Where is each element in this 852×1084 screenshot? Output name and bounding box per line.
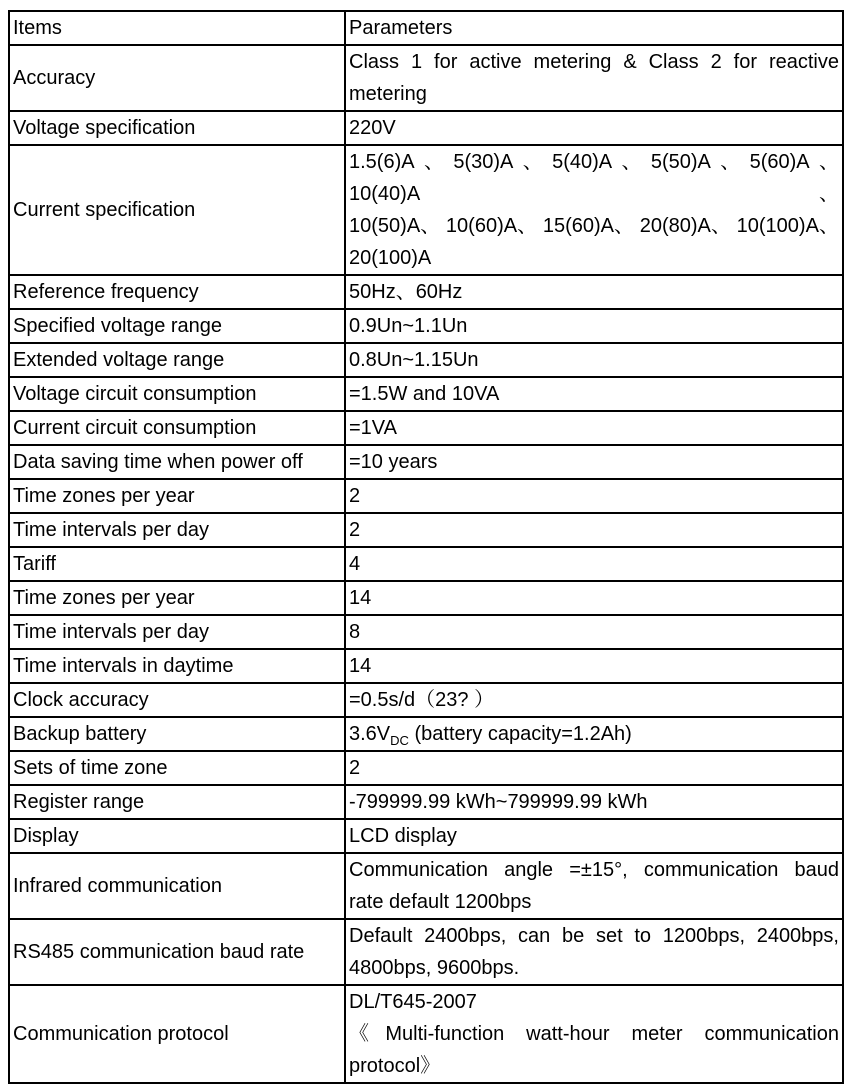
param-cell: 4 [345, 547, 843, 581]
table-row [9, 343, 843, 377]
param-cell: =1VA [345, 411, 843, 445]
param-cell: 50Hz、60Hz [345, 275, 843, 309]
item-cell: Communication protocol [9, 985, 345, 1083]
param-cell: 220V [345, 111, 843, 145]
param-cell: 2 [345, 751, 843, 785]
table-row [9, 411, 843, 445]
table-row [9, 649, 843, 683]
param-cell: 2 [345, 479, 843, 513]
item-cell: Voltage specification [9, 111, 345, 145]
table-row [9, 615, 843, 649]
table-row [9, 377, 843, 411]
table-row [9, 45, 843, 111]
table-header-row [9, 11, 843, 45]
param-line: 10(50)A、 10(60)A、 15(60)A、 20(80)A、 10(100)A、 [349, 215, 839, 237]
item-cell: Time intervals in daytime [9, 649, 345, 683]
param-cell: =0.5s/d（23? ） [345, 683, 843, 717]
param-cell [345, 919, 843, 985]
item-cell: Time zones per year [9, 581, 345, 615]
param-cell [345, 145, 843, 275]
spec-table-container [8, 10, 844, 1084]
item-cell: Sets of time zone [9, 751, 345, 785]
item-cell: Voltage circuit consumption [9, 377, 345, 411]
param-subscript: DC [390, 733, 409, 748]
table-row [9, 275, 843, 309]
item-cell: Extended voltage range [9, 343, 345, 377]
param-cell [345, 45, 843, 111]
param-line: 《Multi-function watt-hour meter communication [349, 1023, 839, 1045]
spec-table-body [9, 45, 843, 1083]
param-cell: 2 [345, 513, 843, 547]
table-row [9, 717, 843, 751]
table-row [9, 111, 843, 145]
param-line: protocol》 [349, 1055, 441, 1077]
item-cell: Data saving time when power off [9, 445, 345, 479]
param-line: rate default 1200bps [349, 891, 532, 913]
param-line: metering [349, 83, 427, 105]
item-cell: Time zones per year [9, 479, 345, 513]
item-cell: Time intervals per day [9, 513, 345, 547]
item-cell: Current circuit consumption [9, 411, 345, 445]
item-cell: RS485 communication baud rate [9, 919, 345, 985]
item-cell: Current specification [9, 145, 345, 275]
param-cell: 14 [345, 581, 843, 615]
param-cell: =1.5W and 10VA [345, 377, 843, 411]
table-row [9, 547, 843, 581]
param-cell: -799999.99 kWh~799999.99 kWh [345, 785, 843, 819]
param-cell: 14 [345, 649, 843, 683]
table-row [9, 513, 843, 547]
item-cell: Reference frequency [9, 275, 345, 309]
table-row [9, 919, 843, 985]
param-cell: 0.8Un~1.15Un [345, 343, 843, 377]
param-cell: 8 [345, 615, 843, 649]
table-row [9, 581, 843, 615]
param-cell [345, 853, 843, 919]
param-cell: LCD display [345, 819, 843, 853]
param-text: 3.6V [349, 723, 391, 745]
table-row [9, 853, 843, 919]
param-line: 1.5(6)A、5(30)A、5(40)A、5(50)A、5(60)A、10(40)A、 [349, 151, 839, 205]
item-cell: Display [9, 819, 345, 853]
param-line: 4800bps, 9600bps. [349, 957, 520, 979]
param-cell: =10 years [345, 445, 843, 479]
item-cell: Backup battery [9, 717, 345, 751]
param-text: (battery capacity=1.2Ah) [408, 723, 632, 745]
header-items-cell: Items [9, 11, 345, 45]
item-cell: Specified voltage range [9, 309, 345, 343]
table-row [9, 683, 843, 717]
table-row [9, 785, 843, 819]
item-cell: Infrared communication [9, 853, 345, 919]
param-line: Communication angle =±15°, communication baud [349, 859, 839, 881]
table-row [9, 985, 843, 1083]
param-cell: 0.9Un~1.1Un [345, 309, 843, 343]
item-cell: Tariff [9, 547, 345, 581]
table-row [9, 751, 843, 785]
param-line: 20(100)A [349, 247, 432, 269]
param-line: DL/T645-2007 [349, 991, 477, 1013]
table-row [9, 445, 843, 479]
param-cell [345, 717, 843, 751]
param-line: Class 1 for active metering & Class 2 for reactive [349, 51, 839, 73]
header-parameters-cell: Parameters [345, 11, 843, 45]
table-row [9, 145, 843, 275]
item-cell: Clock accuracy [9, 683, 345, 717]
item-cell: Time intervals per day [9, 615, 345, 649]
item-cell: Register range [9, 785, 345, 819]
table-row [9, 819, 843, 853]
param-line: Default 2400bps, can be set to 1200bps, 2400bps, [349, 925, 839, 947]
table-row [9, 479, 843, 513]
spec-table [8, 10, 844, 1084]
param-cell [345, 985, 843, 1083]
item-cell: Accuracy [9, 45, 345, 111]
table-row [9, 309, 843, 343]
